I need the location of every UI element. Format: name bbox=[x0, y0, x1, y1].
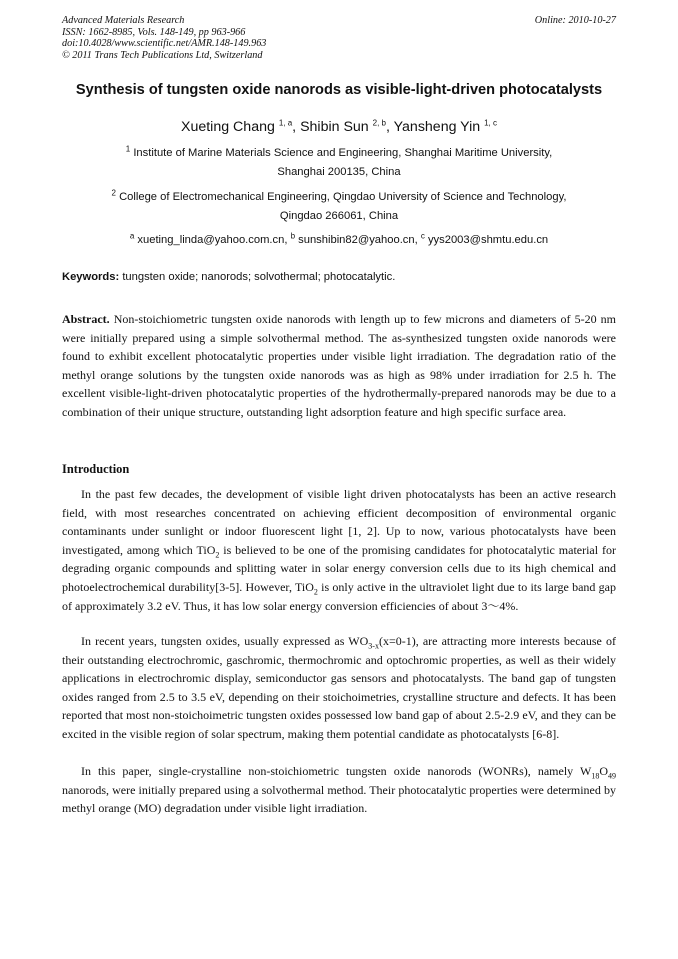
email-sup: b bbox=[290, 231, 296, 241]
abstract-text: Non-stoichiometric tungsten oxide nanorods with length up to few microns and diameters of 5-20 nm were initially prepared using a simple solvothermal method. The as-synthesized tungsten oxide nanorods were found to exhibit excellent photocatalytic properties under visible light irradiation. The degradation ratio of the methyl orange solutions by the tungsten oxide nanorods was as high as 98% under irradiation for 2.5 h. The excellent visible-light-driven photocatalytic properties of the hydrothermally-prepared nanorods may be due to a combination of their unique structure, outstanding light adsorption feature and high specific surface area. bbox=[62, 312, 616, 419]
email-list: $^a$ xueting_linda@yahoo.com.cn, $^b$ sunshibin82@yahoo.cn, $^c$ yys2003@shmtu.edu.cn bbox=[129, 231, 549, 246]
affiliation-sup: 1 bbox=[125, 144, 131, 154]
affiliation-line: Institute of Marine Materials Science and Engineering, Shanghai Maritime University, bbox=[133, 147, 553, 159]
author-sup: 2, b bbox=[372, 118, 386, 128]
text-run: is believed to be one of the promising candidates for photocatalytic material for degrading organic compounds and splitting water in solar energy conversion cells due to its high chemical and photoelectrochemical durability[3-5]. However, TiO bbox=[62, 542, 616, 594]
keywords bbox=[62, 270, 616, 284]
copyright-line: © 2011 Trans Tech Publications Ltd, Switzerland bbox=[62, 49, 263, 61]
email-sup: a bbox=[129, 231, 135, 241]
affiliation bbox=[62, 188, 616, 226]
abstract bbox=[62, 310, 616, 422]
author-sup: 1, c bbox=[484, 118, 497, 128]
author-sup: 1, a bbox=[278, 118, 293, 128]
section-heading: Introduction bbox=[62, 462, 130, 476]
email-sup: c bbox=[420, 231, 425, 241]
subscript: 49 bbox=[608, 771, 616, 781]
author-list: Xueting Chang $^{1, a}$, Shibin Sun $^{2, b}$, Yansheng Yin $^{1, c}$ bbox=[181, 118, 497, 135]
author-name: Shibin Sun bbox=[300, 119, 369, 135]
journal-header bbox=[62, 15, 616, 61]
text-run: (x=0-1), are attracting more interests because of their outstanding electrochromic, gaschromic, thermochromic and optochromic properties, as well as their widely applications in electrochromic display, semiconductor gas sensors and photocatalysts. The band gap of tungsten oxides ranged from 2.5 to 3.5 eV, depending on their stoichoimetries, crystalline structure and defects. It has been reported that most non-stoichoimetric tungsten oxides possessed low band gap of about 2.5-2.9 eV, and they can be excited in the visible region of solar spectrum, making them potential candidate as photocatalysts [6-8]. bbox=[62, 634, 616, 741]
intro-paragraph-1 bbox=[62, 485, 616, 615]
email-address: yys2003@shmtu.edu.cn bbox=[427, 234, 549, 246]
subscript: 2 bbox=[215, 550, 220, 560]
subscript: 18 bbox=[591, 771, 600, 781]
text-run: O bbox=[599, 764, 608, 778]
text-run: is only active in the ultraviolet light due to its large band gap of approximately 3.2 eV. Thus, it has low solar energy conversion efficiencies of about 3～4%. bbox=[62, 579, 616, 613]
issn-line: ISSN: 1662-8985, Vols. 148-149, pp 963-966 bbox=[62, 26, 246, 38]
author-name: Yansheng Yin bbox=[393, 119, 481, 135]
text-run: nanorods, were initially prepared using a solvothermal method. Their photocatalytic properties were determined by methyl orange (MO) degradation under visible light irradiation. bbox=[62, 782, 616, 816]
affiliation-line: Shanghai 200135, China bbox=[277, 166, 401, 178]
affiliation-line: College of Electromechanical Engineering, Qingdao University of Science and Technology, bbox=[119, 191, 567, 203]
affiliation bbox=[62, 144, 616, 182]
text-run: In the past few decades, the development of visible light driven photocatalysts has been an active research field, with most researches concentrated on achieving efficient decomposition of environmental organic contaminants under sunlight or indoor fluorescent light [1, 2]. Up to now, various photocatalysts have been investigated, among which TiO bbox=[62, 487, 616, 557]
doi-line: doi:10.4028/www.scientific.net/AMR.148-149.963 bbox=[62, 38, 267, 50]
abstract-label: Abstract. bbox=[62, 312, 110, 326]
online-date: Online: 2010-10-27 bbox=[534, 15, 616, 26]
text-run: In recent years, tungsten oxides, usually expressed as WO bbox=[81, 634, 369, 648]
author-name: Xueting Chang bbox=[181, 119, 275, 135]
intro-paragraph-3 bbox=[62, 762, 616, 818]
keywords-text: tungsten oxide; nanorods; solvothermal; photocatalytic. bbox=[122, 271, 396, 283]
email-address: xueting_linda@yahoo.com.cn bbox=[137, 234, 285, 246]
affiliation-line: Qingdao 266061, China bbox=[279, 210, 399, 222]
keywords-label: Keywords: bbox=[62, 271, 120, 283]
intro-paragraph-2 bbox=[62, 632, 616, 744]
text-run: In this paper, single-crystalline non-stoichiometric tungsten oxide nanorods (WONRs), namely W bbox=[81, 764, 592, 778]
journal-name: Advanced Materials Research bbox=[62, 15, 185, 26]
paper-title: Synthesis of tungsten oxide nanorods as visible-light-driven photocatalysts bbox=[75, 82, 603, 98]
email-address: sunshibin82@yahoo.cn bbox=[298, 234, 415, 246]
subscript: 3-x bbox=[368, 641, 379, 651]
subscript: 2 bbox=[313, 587, 318, 597]
affiliation-sup: 2 bbox=[111, 188, 116, 198]
